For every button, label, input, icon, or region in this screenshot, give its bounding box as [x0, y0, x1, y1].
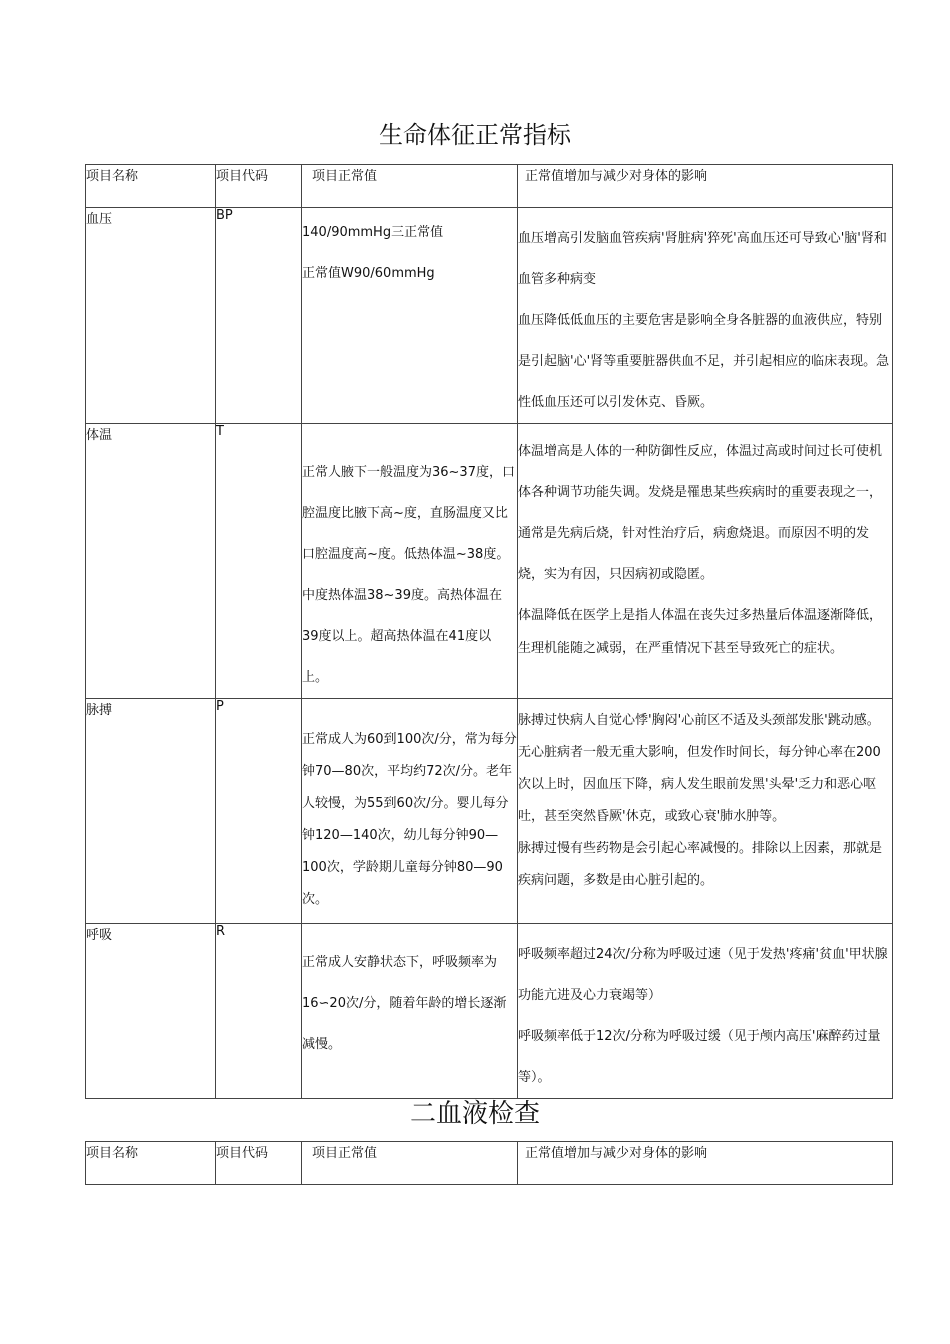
row-effects: [518, 699, 893, 924]
row-name: 脉搏: [86, 699, 216, 924]
effect-paragraph: 体温降低在医学上是指人体温在丧失过多热量后体温逐渐降低，生理机能随之减弱，在严重情况下甚至导致死亡的症状。: [518, 608, 883, 656]
effect-paragraph: 呼吸频率超过24次/分称为呼吸过速（见于发热'疼痛'贫血'甲状腺功能亢进及心力衰竭等）: [518, 947, 888, 1003]
table-row: [86, 208, 893, 424]
table-row: [86, 424, 893, 699]
row-effects: [518, 208, 893, 424]
header-normal-value: 项目正常值: [302, 1142, 518, 1185]
row-effects: [518, 924, 893, 1099]
header-item-name: 项目名称: [86, 165, 216, 208]
normal-value-line: 正常成人为60到100次/分，常为每分钟70—80次，平均约72次/分。老年人较慢，为55到60次/分。婴儿每分钟120—140次，幼儿每分钟90—100次，学龄期儿童每分钟80—90次。: [302, 732, 517, 907]
effect-paragraph: 血压降低低血压的主要危害是影响全身各脏器的血液供应，特别是引起脑'心'肾等重要脏器供血不足，并引起相应的临床表现。急性低血压还可以引发休克、昏厥。: [518, 313, 890, 410]
row-code: P: [216, 699, 302, 924]
row-name: 呼吸: [86, 924, 216, 1099]
header-item-name: 项目名称: [86, 1142, 216, 1185]
normal-value-line: 正常成人安静状态下，呼吸频率为16∽20次/分，随着年龄的增长逐渐减慢。: [302, 955, 507, 1052]
normal-value-line: 正常值W90/60mmHg: [302, 266, 435, 281]
row-code: R: [216, 924, 302, 1099]
effect-paragraph: 体温增高是人体的一种防御性反应，体温过高或时间过长可使机体各种调节功能失调。发烧是罹患某些疾病时的重要表现之一，通常是先病后烧，针对性治疗后，病愈烧退。而原因不明的发烧，实为有因，只因病初或隐匿。: [518, 444, 883, 582]
page-title: 生命体征正常指标: [379, 121, 571, 149]
table-header-row: [86, 1142, 893, 1185]
section-title-blood-test: 二血液检查: [409, 1099, 540, 1129]
row-normal-value: [302, 424, 518, 699]
row-name: 血压: [86, 208, 216, 424]
header-effects: 正常值增加与减少对身体的影响: [518, 1142, 893, 1185]
effect-paragraph: 脉搏过慢有些药物是会引起心率减慢的。排除以上因素，那就是疾病问题，多数是由心脏引起的。: [518, 841, 883, 888]
effect-paragraph: 脉搏过快病人自觉心悸'胸闷'心前区不适及头颈部发胀'跳动感。无心脏病者一般无重大影响，但发作时间长，每分钟心率在200次以上时，因血压下降，病人发生眼前发黑'头晕'乏力和恶心呕吐，甚至突然昏厥'休克，或致心衰'肺水肿等。: [518, 713, 881, 824]
effect-paragraph: 血压增高引发脑血管疾病'肾脏病'猝死'高血压还可导致心'脑'肾和血管多种病变: [518, 231, 887, 287]
blood-test-table: [85, 1141, 893, 1185]
table-header-row: [86, 165, 893, 208]
row-effects: [518, 424, 893, 699]
row-normal-value: [302, 924, 518, 1099]
row-normal-value: [302, 208, 518, 424]
header-effects: 正常值增加与减少对身体的影响: [518, 165, 893, 208]
vital-signs-table: [85, 164, 893, 1099]
normal-value-line: 正常人腋下一般温度为36~37度，口腔温度比腋下高~度，直肠温度又比口腔温度高~度。低热体温~38度。中度热体温38~39度。高热体温在39度以上。超高热体温在41度以上。: [302, 465, 515, 685]
row-normal-value: [302, 699, 518, 924]
normal-value-line: 140/90mmHg三正常值: [302, 225, 444, 240]
effect-paragraph: 呼吸频率低于12次/分称为呼吸过缓（见于颅内高压'麻醉药过量等）。: [518, 1029, 881, 1085]
header-item-code: 项目代码: [216, 1142, 302, 1185]
table-row: [86, 924, 893, 1099]
table-row: [86, 699, 893, 924]
header-normal-value: 项目正常值: [302, 165, 518, 208]
header-item-code: 项目代码: [216, 165, 302, 208]
row-code: BP: [216, 208, 302, 424]
row-name: 体温: [86, 424, 216, 699]
row-code: T: [216, 424, 302, 699]
